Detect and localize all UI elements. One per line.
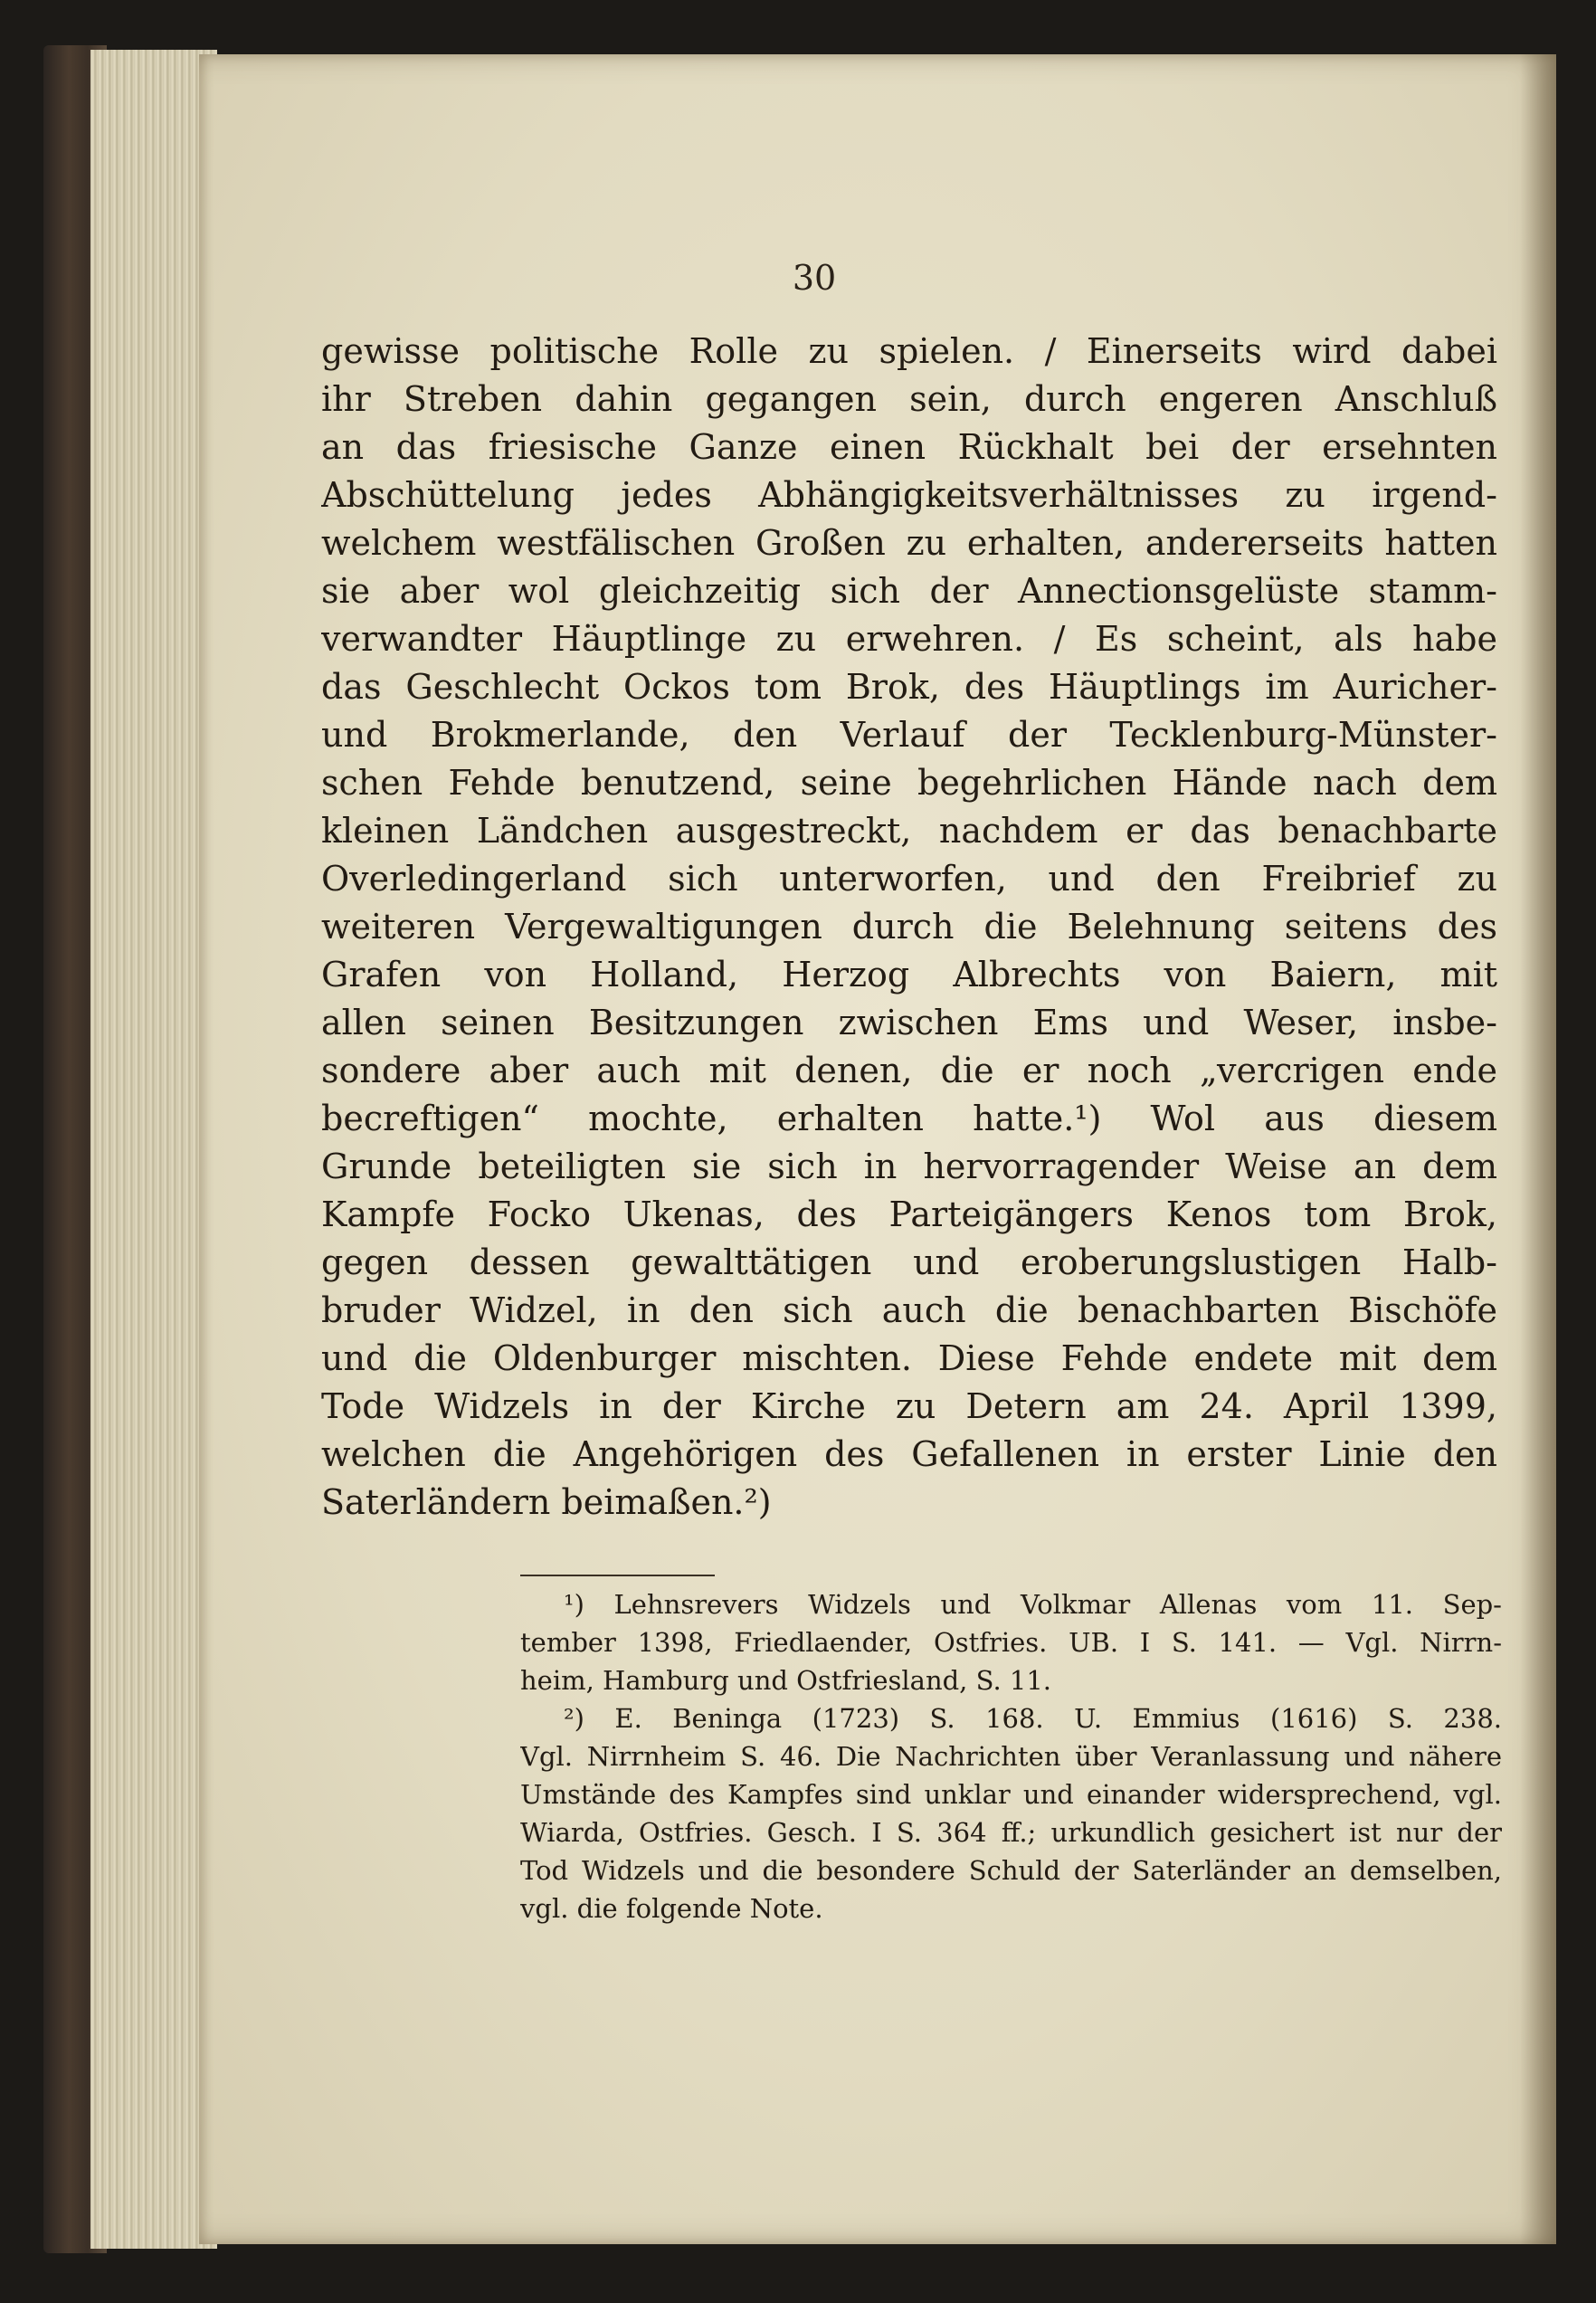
body-line: Grafen von Holland, Herzog Albrechts von Baiern, mit	[321, 955, 1497, 994]
footnote-line: vgl. die folgende Note.	[520, 1893, 823, 1924]
body-line: gewisse politische Rolle zu spielen. / Einerseits wird dabei	[321, 331, 1497, 371]
gutter-shadow	[1520, 54, 1556, 2244]
body-text	[321, 328, 1497, 1527]
body-line: welchen die Angehörigen des Gefallenen in erster Linie den	[321, 1434, 1497, 1474]
body-line: Abschüttelung jedes Abhängigkeitsverhältnisses zu irgend-	[321, 475, 1497, 515]
footnote-line: heim, Hamburg und Ostfriesland, S. 11.	[520, 1665, 1052, 1696]
body-line: bruder Widzel, in den sich auch die benachbarten Bischöfe	[321, 1290, 1497, 1330]
body-line: schen Fehde benutzend, seine begehrlichen Hände nach dem	[321, 763, 1497, 803]
body-line: sondere aber auch mit denen, die er noch „vercrigen ende	[321, 1051, 1497, 1090]
body-line: und Brokmerlande, den Verlauf der Tecklenburg-Münster-	[321, 715, 1497, 755]
footnote-separator	[520, 1575, 715, 1576]
body-line: Saterländern beimaßen.²)	[321, 1482, 772, 1522]
body-line: gegen dessen gewalttätigen und eroberungslustigen Halb-	[321, 1242, 1497, 1282]
body-line: Tode Widzels in der Kirche zu Detern am 24. April 1399,	[321, 1386, 1497, 1426]
page-edges	[90, 50, 217, 2249]
body-line: das Geschlecht Ockos tom Brok, des Häuptlings im Auricher-	[321, 667, 1497, 707]
footnote-line: Tod Widzels und die besondere Schuld der Saterländer an demselben,	[520, 1855, 1502, 1886]
footnote-line: tember 1398, Friedlaender, Ostfries. UB. I S. 141. — Vgl. Nirrn-	[520, 1627, 1502, 1658]
body-line: Grunde beteiligten sie sich in hervorragender Weise an dem	[321, 1147, 1497, 1186]
body-line: welchem westfälischen Großen zu erhalten, andererseits hatten	[321, 523, 1497, 563]
body-line: becreftigen“ mochte, erhalten hatte.¹) Wol aus diesem	[321, 1099, 1497, 1138]
body-line: Overledingerland sich unterworfen, und den Freibrief zu	[321, 859, 1497, 899]
footnote-line: ²) E. Beninga (1723) S. 168. U. Emmius (1616) S. 238.	[564, 1703, 1502, 1734]
body-line: und die Oldenburger mischten. Diese Fehde endete mit dem	[321, 1338, 1497, 1378]
body-line: allen seinen Besitzungen zwischen Ems und Weser, insbe-	[321, 1003, 1497, 1042]
footnote-line: Umstände des Kampfes sind unklar und einander widersprechend, vgl.	[520, 1779, 1502, 1810]
body-line: verwandter Häuptlinge zu erwehren. / Es scheint, als habe	[321, 619, 1497, 659]
body-line: weiteren Vergewaltigungen durch die Belehnung seitens des	[321, 907, 1497, 947]
body-line: sie aber wol gleichzeitig sich der Annectionsgelüste stamm-	[321, 571, 1497, 611]
footnote-line: Wiarda, Ostfries. Gesch. I S. 364 ff.; urkundlich gesichert ist nur der	[520, 1817, 1502, 1848]
body-line: ihr Streben dahin gegangen sein, durch engeren Anschluß	[321, 379, 1497, 419]
page-number: 30	[792, 258, 837, 298]
body-line: kleinen Ländchen ausgestreckt, nachdem er das benachbarte	[321, 811, 1497, 851]
body-line: Kampfe Focko Ukenas, des Parteigängers Kenos tom Brok,	[321, 1194, 1497, 1234]
footnotes	[520, 1585, 1502, 1927]
footnote-line: ¹) Lehnsrevers Widzels und Volkmar Allenas vom 11. Sep-	[564, 1589, 1502, 1620]
body-line: an das friesische Ganze einen Rückhalt bei der ersehnten	[321, 427, 1497, 467]
footnote-line: Vgl. Nirrnheim S. 46. Die Nachrichten über Veranlassung und nähere	[520, 1741, 1502, 1772]
